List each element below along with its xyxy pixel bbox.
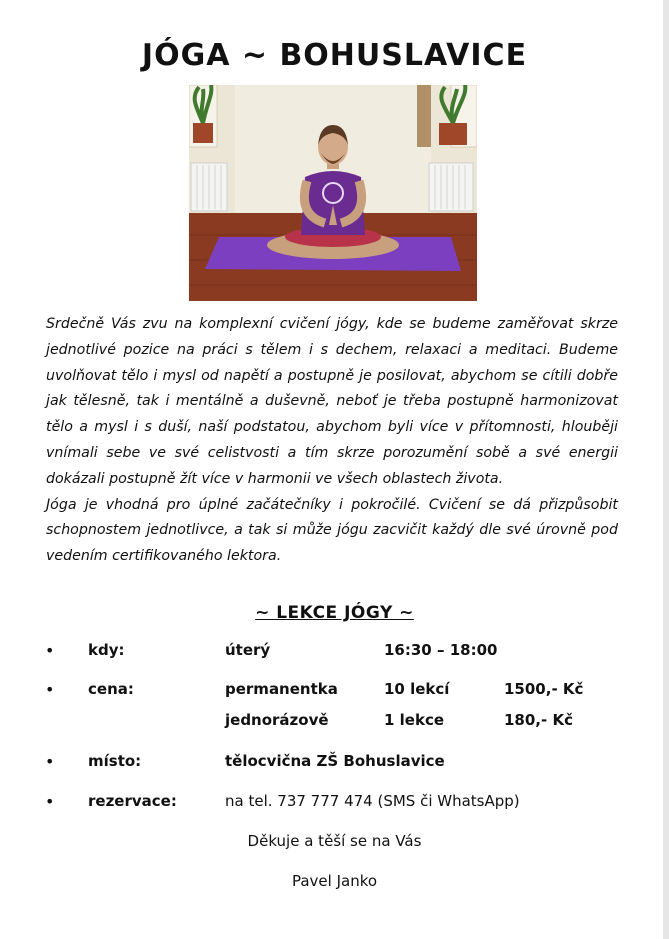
- reservation-label: rezervace:: [88, 792, 177, 810]
- bullet: •: [45, 641, 55, 660]
- detail-row-when: [0, 641, 669, 665]
- reservation-value: na tel. 737 777 474 (SMS či WhatsApp): [225, 792, 520, 810]
- price-label: cena:: [88, 680, 134, 698]
- price-single-count: 1 lekce: [384, 711, 445, 729]
- page-title: JÓGA ~ BOHUSLAVICE: [141, 38, 528, 73]
- bullet: •: [45, 752, 55, 771]
- bullet: •: [45, 792, 55, 811]
- when-time: 16:30 – 18:00: [384, 641, 498, 659]
- detail-row-price: [0, 680, 669, 704]
- price-pass-name: permanentka: [225, 680, 338, 698]
- when-day: úterý: [225, 641, 271, 659]
- intro-text: [46, 312, 618, 570]
- yoga-instructor-photo: [189, 85, 477, 301]
- price-pass-count: 10 lekcí: [384, 680, 450, 698]
- detail-row-price-single: [0, 711, 669, 735]
- place-label: místo:: [88, 752, 142, 770]
- price-pass-amount: 1500,- Kč: [504, 680, 584, 698]
- detail-row-place: [0, 752, 669, 776]
- closing-signature: Pavel Janko: [291, 872, 378, 890]
- detail-row-reservation: [0, 792, 669, 816]
- price-single-amount: 180,- Kč: [504, 711, 573, 729]
- closing-thanks: Děkuje a těší se na Vás: [247, 832, 422, 850]
- intro-paragraph-1: Srdečně Vás zvu na komplexní cvičení jógy, kde se budeme zaměřovat skrze jednotlivé pozice na práci s tělem i s dechem, relaxaci a meditaci. Budeme uvolňovat tělo i mysl od napětí a postupně je posilovat, abychom se cítili dobře jak tělesně, tak i mentálně a duševně, neboť je třeba postupně harmonizovat tělo a mysl i s duší, naší podstatou, abychom byli více v přítomnosti, hlouběji vnímali sebe ve své celistvosti a tím skrze porozumění sobě a své energii dokázali postupně žít více v harmonii ve všech oblastech života.: [46, 316, 618, 487]
- place-value: tělocvična ZŠ Bohuslavice: [225, 752, 445, 770]
- price-single-name: jednorázově: [225, 711, 329, 729]
- intro-paragraph-2: Jóga je vhodná pro úplné začátečníky i pokročilé. Cvičení se dá přizpůsobit schopnostem jednotlivce, a tak si může jógu zacvičit každý dle své úrovně pod vedením certifikovaného lektora.: [46, 496, 618, 565]
- lessons-heading: ~ LEKCE JÓGY ~: [255, 603, 414, 623]
- bullet: •: [45, 680, 55, 699]
- when-label: kdy:: [88, 641, 125, 659]
